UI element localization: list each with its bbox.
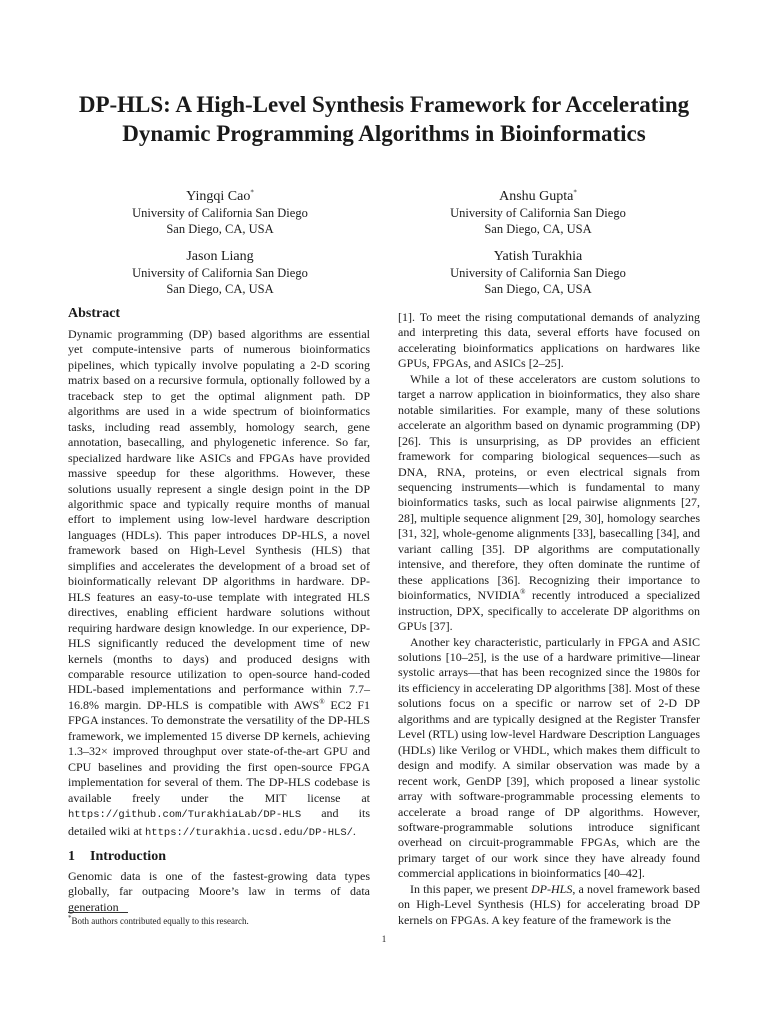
intro-paragraph-2: While a lot of these accelerators are custom solutions to target a narrow application in bioinformatics, they also share notable similarities. For example, many of these solutions accelerate an algorithm based on dynamic programming (DP) [26]. This is unsurprising, as DP provides an efficient framework for comparing biological sequences—such as DNA, RNA, proteins, or even electrical signals from sequencing instruments—which is fundamental to many bioinformatics tasks, such as local pairwise alignments [27, 28], multiple sequence alignment [29, 30], homology searches [31, 32], whole-genome alignments [33], basecalling [34], and variant calling [35]. DP algorithms are computationally intensive, and therefore, they often dominate the runtime of these applications [36]. Recognizing their importance to bioinformatics, NVIDIA® recently introduced a specialized instruction, DPX, specifically to accelerate DP algorithms on GPUs [37]. [398,371,701,634]
author-name: Yatish Turakhia [493,249,583,264]
paper-title: DP-HLS: A High-Level Synthesis Framework for Accelerating Dynamic Programming Algorithms in Bioinformatics [78,92,690,146]
intro-paragraph-1: [1]. To meet the rising computational demands of analyzing and interpreting this data, several efforts have focused on accelerating bioinformatics applications on hardwares like GPUs, FPGAs, and ASICs [2–25]. [398,310,700,371]
wiki-link[interactable]: https://turakhia.ucsd.edu/DP-HLS/ [144,826,353,839]
footnote-rule [68,912,128,913]
introduction-heading [68,848,370,866]
equal-contribution-mark: * [573,188,577,197]
left-column [68,305,370,915]
section-title: Introduction [90,848,166,864]
author-block-1 [70,188,370,237]
author-location: San Diego, CA, USA [484,221,592,236]
author-block-4 [388,248,688,297]
github-link[interactable]: https://github.com/TurakhiaLab/DP-HLS [68,809,302,822]
author-affiliation: University of California San Diego [132,266,308,280]
intro-paragraph-4: In this paper, we present DP-HLS, a novel framework based on High-Level Synthesis (HLS) for accelerating broad DP kernels on FPGAs. A key feature of the framework is the [398,881,700,927]
introduction-text: Genomic data is one of the fastest-growing data types globally, far outpacing Moore’s law in terms of data generation [68,868,370,914]
footnote: *Both authors contributed equally to this research. [68,914,249,926]
page-number: 1 [381,934,387,944]
equal-contribution-mark: * [250,188,254,197]
abstract-heading: Abstract [68,306,121,321]
intro-paragraph-3: Another key characteristic, particularly in FPGA and ASIC solutions [10–25], is the use of a hardware primitive—linear systolic arrays—that has been recognized since the 1980s for its efficiency in accelerating DP algorithms [38]. Most of these solutions focus on a specific or narrow set of 2-D DP algorithms and are typically designed at the Register Transfer Level (RTL) using low-level Hardware Description Languages (HDLs) like Verilog or VHDL, which makes them difficult to design and modify. A similar observation was made by a recent work, GenDP [39], which proposed a linear systolic array with software-programmable processing elements to accelerate a broad range of DP algorithms. However, software-programmable solutions introduce significant overhead on circuit-programmable FPGAs, which are the primary target of our work since they have already found commercial applications in bioinformatics [40–42]. [398,634,700,881]
author-location: San Diego, CA, USA [166,221,274,236]
author-location: San Diego, CA, USA [484,281,592,296]
right-column [398,310,700,928]
author-name: Anshu Gupta* [499,188,577,204]
author-affiliation: University of California San Diego [450,206,626,220]
author-affiliation: University of California San Diego [132,206,308,220]
section-number: 1 [68,848,75,864]
abstract-text: Dynamic programming (DP) based algorithms are essential yet compute-intensive parts of numerous bioinformatics pipelines, which typically involve populating a 2-D scoring matrix based on a recursive formula, optionally followed by a traceback step to get the optimal alignment path. DP algorithms are used in a wide spectrum of bioinformatics tasks, including read assembly, homology search, gene annotation, basecalling, and phylogenetic inference. So far, specialized hardware like ASICs and FPGAs have provided massive speedup for these algorithms. However, these solutions usually represent a single design point in the DP algorithmic space and typically require months of manual effort to implement using low-level hardware description languages (HDLs). This paper introduces DP-HLS, a novel framework based on High-Level Synthesis (HLS) that simplifies and accelerates the development of a broad set of bioinformatically relevant DP algorithms in hardware. DP-HLS features an easy-to-use template with integrated HLS directives, enabling efficient hardware solutions without requiring hardware design knowledge. In our experience, DP-HLS significantly reduced the development time of new kernels (months to days) and produced designs with comparable resource utilization to open-source hand-coded HDL-based implementations and performance within 7.7–16.8% margin. DP-HLS is compatible with AWS® EC2 F1 FPGA instances. To demonstrate the versatility of the DP-HLS framework, we implemented 15 diverse DP kernels, achieving 1.3–32× improved throughput over state-of-the-art GPU and CPU baselines and providing the first open-source FPGA implementation for several of them. The DP-HLS codebase is available freely under the MIT license at https://github.com/TurakhiaLab/DP-HLS and its detailed wiki at https://turakhia.ucsd.edu/DP-HLS/. [68,327,370,839]
author-affiliation: University of California San Diego [450,266,626,280]
author-name: Jason Liang [186,249,254,264]
author-location: San Diego, CA, USA [166,281,274,296]
author-name: Yingqi Cao* [186,188,254,204]
author-block-3 [70,248,370,297]
author-block-2 [388,188,688,237]
